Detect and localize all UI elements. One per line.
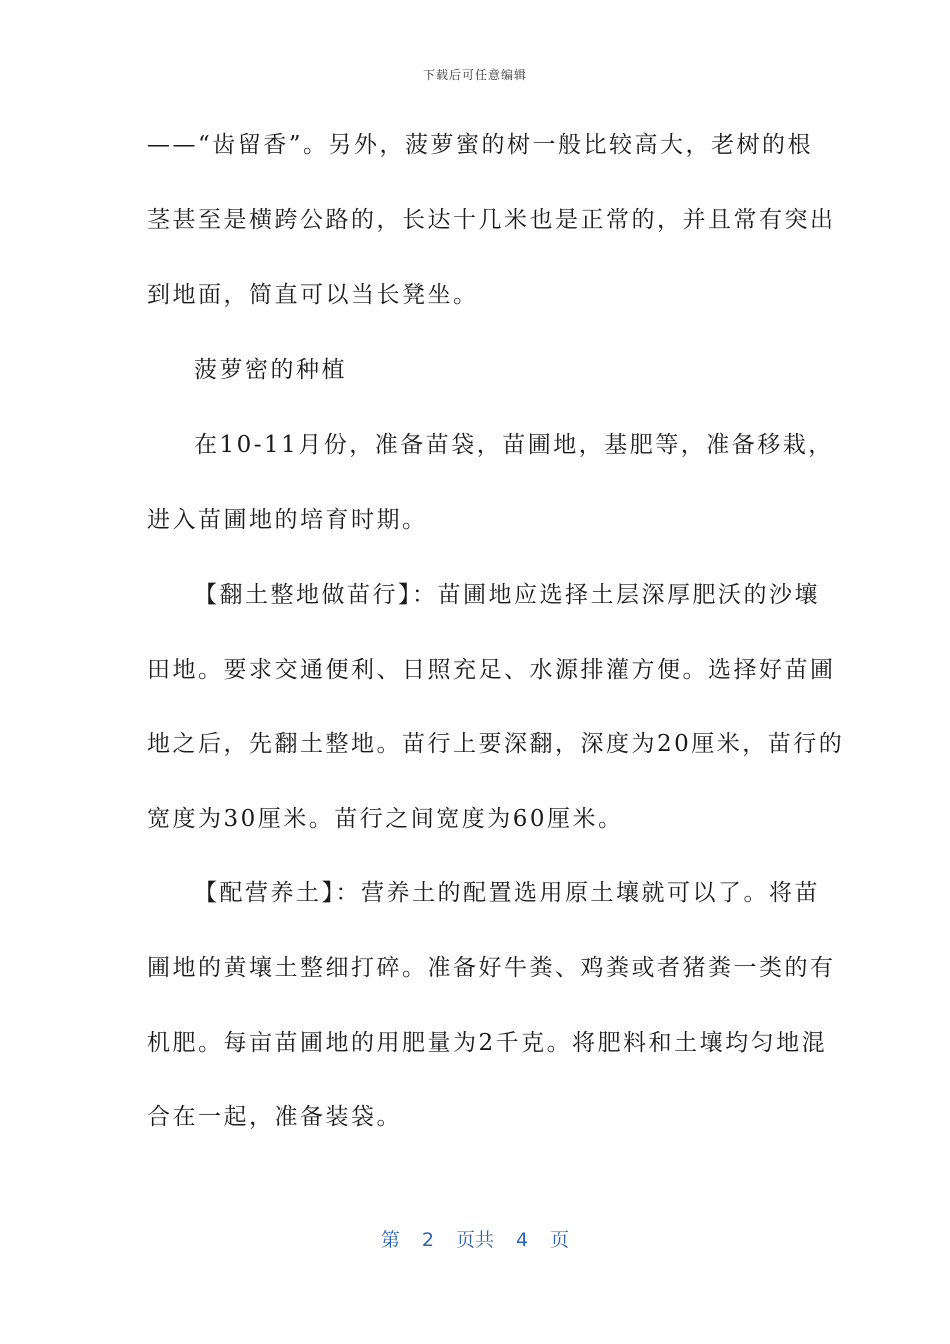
page-footer (0, 1225, 950, 1252)
text-line: 在10-11月份，准备苗袋，苗圃地，基肥等，准备移栽， (194, 432, 834, 458)
text-line: 到地面，简直可以当长凳坐。 (147, 282, 479, 308)
text-line: 进入苗圃地的培育时期。 (147, 507, 428, 533)
text-line: 机肥。每亩苗圃地的用肥量为2千克。将肥料和土壤均匀地混 (147, 1030, 828, 1056)
text-line: 田地。要求交通便利、日照充足、水源排灌方便。选择好苗圃 (147, 657, 836, 683)
page-suffix: 页 (550, 1229, 570, 1251)
page-current: 2 (421, 1229, 434, 1251)
text-line: ——“齿留香”。另外，菠萝蜜的树一般比较高大，老树的根 (147, 132, 814, 158)
text-line: 圃地的黄壤土整细打碎。准备好牛粪、鸡粪或者猪粪一类的有 (147, 955, 836, 981)
text-line: 地之后，先翻土整地。苗行上要深翻，深度为20厘米，苗行的 (147, 731, 845, 757)
page-total: 4 (516, 1229, 529, 1251)
text-line: 【翻土整地做苗行】：苗圃地应选择土层深厚肥沃的沙壤 (194, 582, 820, 608)
text-line: 茎甚至是横跨公路的，长达十几米也是正常的，并且常有突出 (147, 207, 836, 233)
page-prefix: 第 (380, 1229, 400, 1251)
section-heading: 菠萝密的种植 (194, 357, 347, 383)
text-line: 【配营养土】：营养土的配置选用原土壤就可以了。将苗 (194, 880, 820, 906)
text-line: 宽度为30厘米。苗行之间宽度为60厘米。 (147, 806, 624, 832)
header-note: 下载后可任意编辑 (422, 68, 527, 82)
page-mid: 页共 (455, 1229, 494, 1251)
text-line: 合在一起，准备装袋。 (147, 1104, 402, 1130)
